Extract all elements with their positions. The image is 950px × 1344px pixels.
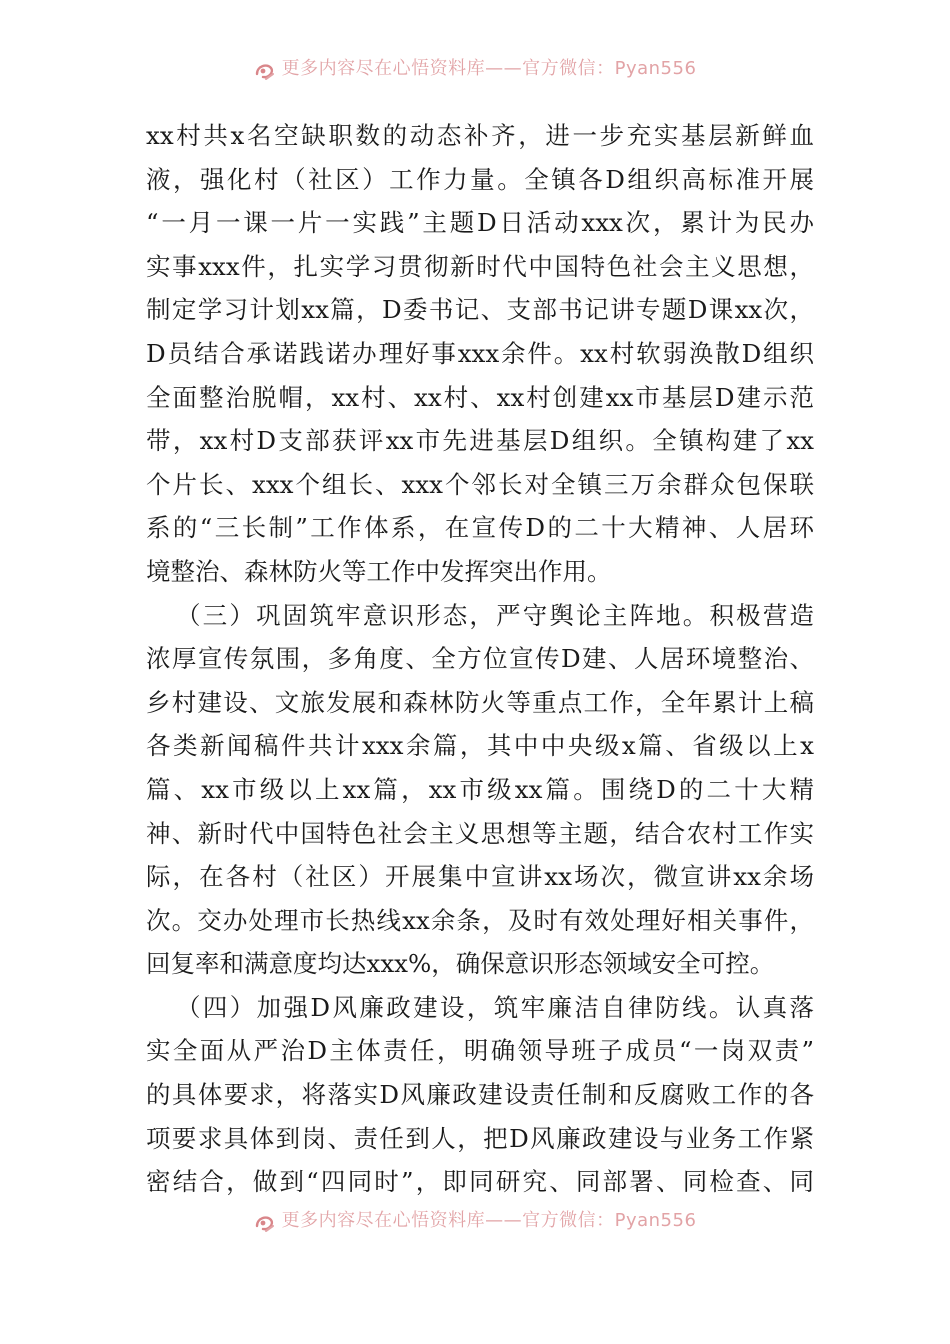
text-line: 次。交办处理市长热线xx余条，及时有效处理好相关事件， xyxy=(146,905,814,935)
watermark-text: 更多内容尽在心悟资料库——官方微信：Pyan556 xyxy=(281,1210,697,1231)
brand-logo-icon xyxy=(254,1212,276,1234)
text-line: 浓厚宣传氛围，多角度、全方位宣传D建、人居环境整治、 xyxy=(146,644,814,674)
text-line: D员结合承诺践诺办理好事xxx余件。xx村软弱涣散D组织 xyxy=(146,338,814,368)
text-line: 带，xx村D支部获评xx市先进基层D组织。全镇构建了xx xyxy=(146,426,814,456)
watermark-header xyxy=(0,56,950,86)
watermark-footer xyxy=(0,1208,950,1238)
brand-logo-icon xyxy=(254,60,276,82)
text-line: “一月一课一片一实践”主题D日活动xxx次，累计为民办 xyxy=(146,208,814,238)
text-line: 际，在各村（社区）开展集中宣讲xx场次，微宣讲xx余场 xyxy=(146,862,814,892)
text-line: 各类新闻稿件共计xxx余篇，其中中央级x篇、省级以上x xyxy=(146,731,814,761)
document-body xyxy=(146,114,814,1204)
text-line: 篇、xx市级以上xx篇，xx市级xx篇。围绕D的二十大精 xyxy=(146,774,814,804)
text-line: 实全面从严治D主体责任，明确领导班子成员“一岗双责” xyxy=(146,1036,814,1066)
text-line: 全面整治脱帽，xx村、xx村、xx村创建xx市基层D建示范 xyxy=(146,382,814,412)
text-line: 回复率和满意度均达xxx%，确保意识形态领域安全可控。 xyxy=(146,949,775,979)
section-heading-line: （三）巩固筑牢意识形态，严守舆论主阵地。积极营造 xyxy=(176,600,814,630)
text-line: 项要求具体到岗、责任到人，把D风廉政建设与业务工作紧 xyxy=(146,1123,814,1153)
text-line: 制定学习计划xx篇，D委书记、支部书记讲专题D课xx次， xyxy=(146,295,814,325)
text-line: 液，强化村（社区）工作力量。全镇各D组织高标准开展 xyxy=(146,164,814,194)
text-line: 神、新时代中国特色社会主义思想等主题，结合农村工作实 xyxy=(146,818,814,848)
watermark-text: 更多内容尽在心悟资料库——官方微信：Pyan556 xyxy=(281,58,697,79)
text-line: 乡村建设、文旅发展和森林防火等重点工作，全年累计上稿 xyxy=(146,687,814,717)
text-line: 个片长、xxx个组长、xxx个邻长对全镇三万余群众包保联 xyxy=(146,469,814,499)
text-line: 密结合，做到“四同时”，即同研究、同部署、同检查、同 xyxy=(146,1167,814,1197)
section-heading-line: （四）加强D风廉政建设，筑牢廉洁自律防线。认真落 xyxy=(176,992,814,1022)
text-line: 实事xxx件，扎实学习贯彻新时代中国特色社会主义思想， xyxy=(146,251,814,281)
text-line: xx村共x名空缺职数的动态补齐，进一步充实基层新鲜血 xyxy=(146,121,814,150)
text-line: 系的“三长制”工作体系，在宣传D的二十大精神、人居环 xyxy=(146,513,814,543)
text-line: 的具体要求，将落实D风廉政建设责任制和反腐败工作的各 xyxy=(146,1080,814,1110)
text-line: 境整治、森林防火等工作中发挥突出作用。 xyxy=(146,556,612,586)
